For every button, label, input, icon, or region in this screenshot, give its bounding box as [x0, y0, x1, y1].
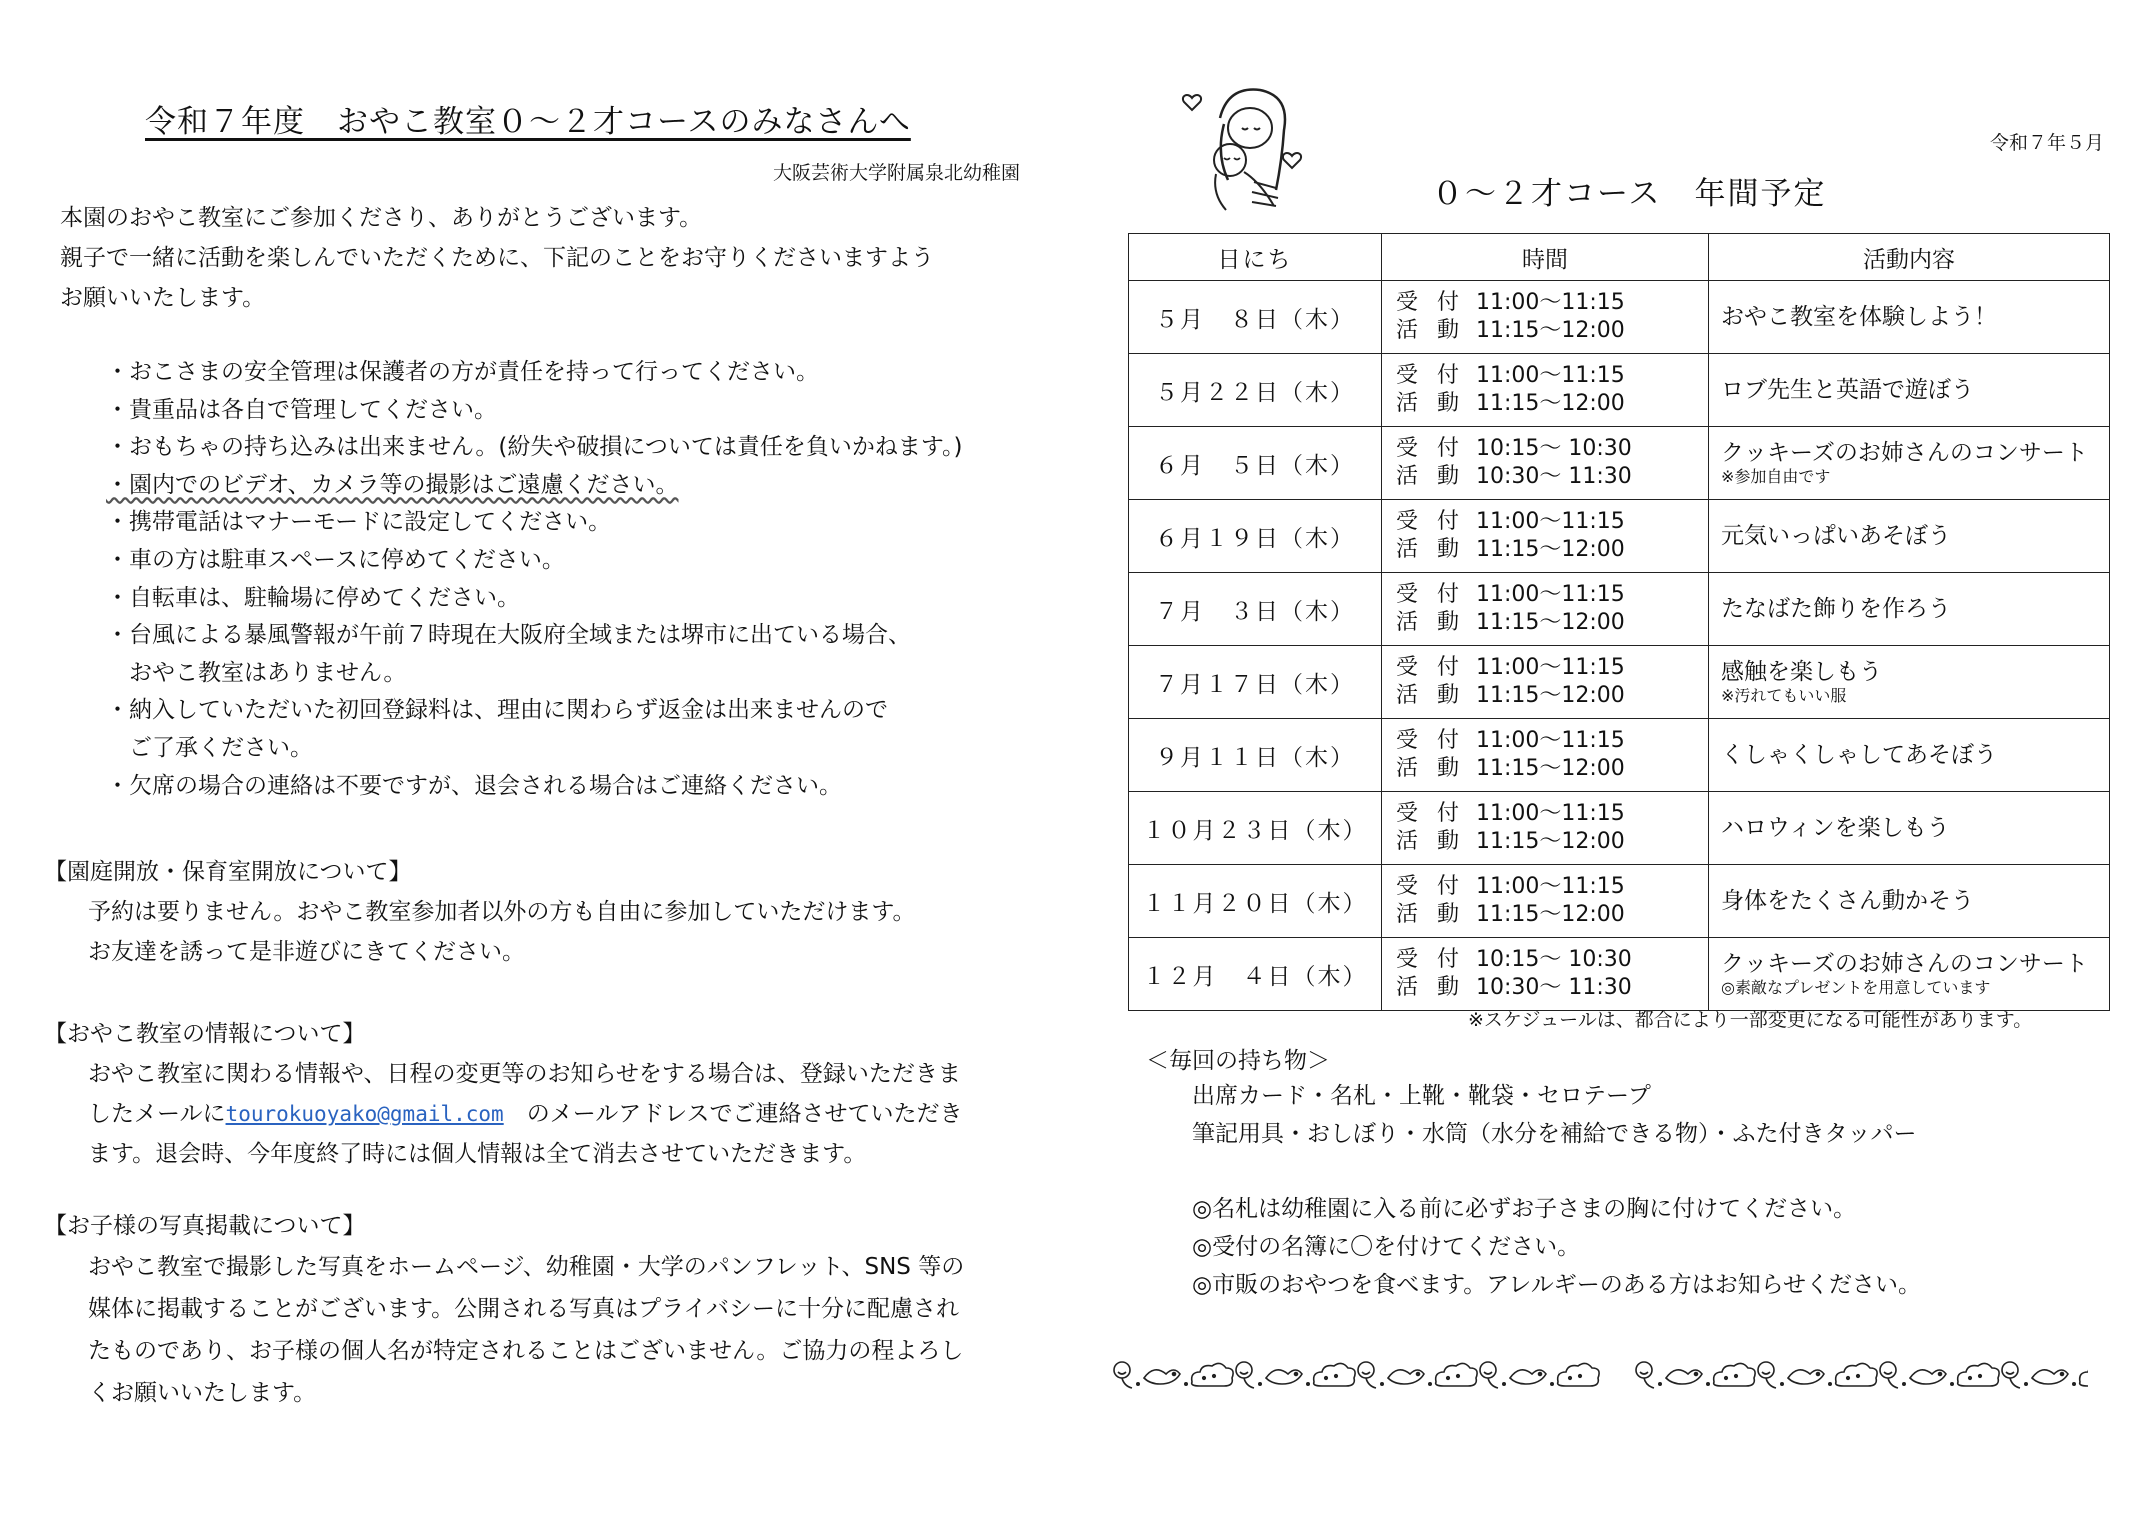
dot-icon: [1780, 1382, 1784, 1386]
schedule-time: [1382, 354, 1709, 427]
schedule-time: [1382, 500, 1709, 573]
activity-title: くしゃくしゃしてあそぼう: [1721, 742, 1997, 768]
reception-time: [1396, 654, 1707, 682]
schedule-activity: [1709, 865, 2110, 938]
section-line: くお願いいたします。: [88, 1380, 317, 1406]
rule-item: ・自転車は、駐輪場に停めてください。: [106, 584, 520, 611]
reception-label: 受 付: [1396, 509, 1465, 534]
mother-child-hug-icon: [1180, 78, 1310, 213]
reception-time: [1396, 727, 1707, 755]
email-lead-text: したメールに: [88, 1101, 226, 1127]
table-row: [1129, 281, 2110, 354]
rules-list: [106, 354, 1106, 805]
section-line: [88, 1094, 1054, 1134]
flower-face-icon: [1480, 1362, 1498, 1388]
activity-title: ロブ先生と英語で遊ぼう: [1721, 377, 1974, 403]
rule-item: おやこ教室はありません。: [106, 659, 407, 686]
reception-time: [1396, 581, 1707, 609]
email-link[interactable]: tourokuoyako@gmail.com: [225, 1102, 504, 1126]
schedule-title: ０～２才コース 年間予定: [1432, 176, 1827, 212]
flower-face-icon: [1758, 1362, 1776, 1388]
reception-label: 受 付: [1396, 947, 1465, 972]
column-header-activity: 活動内容: [1709, 234, 2110, 281]
activity-label: 活 動: [1396, 829, 1465, 854]
schedule-date: ９月１１日（木）: [1129, 719, 1382, 792]
schedule-time: [1382, 646, 1709, 719]
table-row: [1129, 792, 2110, 865]
section-line: たものであり、お子様の個人名が特定されることはございません。ご協力の程よろし: [88, 1338, 964, 1364]
dot-icon: [1950, 1382, 1954, 1386]
activity-time-value: 11:15～12:00: [1476, 537, 1625, 562]
dot-icon: [1428, 1382, 1432, 1386]
activity-time: [1396, 755, 1707, 783]
activity-title: クッキーズのお姉さんのコンサート: [1721, 440, 2088, 466]
schedule-activity: [1709, 354, 2110, 427]
flower-face-icon: [1636, 1362, 1654, 1388]
cloud-icon: [1436, 1363, 1477, 1386]
column-header-date: 日にち: [1129, 234, 1382, 281]
activity-label: 活 動: [1396, 902, 1465, 927]
flower-face-icon: [1358, 1362, 1376, 1388]
bird-icon: [1388, 1370, 1424, 1384]
section-heading: 【お子様の写真掲載について】: [44, 1213, 366, 1239]
reception-time: [1396, 435, 1707, 463]
schedule-time: [1382, 865, 1709, 938]
rule-item: ・おもちゃの持ち込みは出来ません。(紛失や破損については責任を負いかねます。): [106, 434, 963, 461]
schedule-activity: [1709, 281, 2110, 354]
reception-time-value: 11:00～11:15: [1476, 655, 1625, 680]
reception-time-value: 11:00～11:15: [1476, 290, 1625, 315]
reception-time: [1396, 362, 1707, 390]
schedule-table: [1128, 233, 2110, 1011]
column-header-time: 時間: [1382, 234, 1709, 281]
garden-section: [44, 852, 1054, 972]
cloud-icon: [1958, 1363, 1999, 1386]
table-header-row: [1129, 234, 2110, 281]
intro-line: 本園のおやこ教室にご参加くださり、ありがとうございます。: [60, 205, 703, 231]
activity-time: [1396, 609, 1707, 637]
rule-item: [106, 467, 1106, 505]
section-line: ます。退会時、今年度終了時には個人情報は全て消去させていただきます。: [88, 1141, 867, 1167]
reception-label: 受 付: [1396, 655, 1465, 680]
activity-label: 活 動: [1396, 975, 1465, 1000]
cloud-icon: [1314, 1363, 1355, 1386]
cloud-icon: [1192, 1363, 1233, 1386]
schedule-time: [1382, 427, 1709, 500]
table-row: [1129, 354, 2110, 427]
schedule-date: １０月２３日（木）: [1129, 792, 1382, 865]
table-row: [1129, 500, 2110, 573]
activity-label: 活 動: [1396, 756, 1465, 781]
notes-list: [1192, 1190, 1921, 1304]
section-line: おやこ教室で撮影した写真をホームページ、幼稚園・大学のパンフレット、SNS 等の: [88, 1254, 965, 1280]
activity-label: 活 動: [1396, 464, 1465, 489]
schedule-date: １１月２０日（木）: [1129, 865, 1382, 938]
rule-item: ・台風による暴風警報が午前７時現在大阪府全域または堺市に出ている場合、: [106, 622, 911, 649]
bird-icon: [1266, 1370, 1302, 1384]
email-trail-text: のメールアドレスでご連絡させていただき: [503, 1101, 963, 1127]
reception-label: 受 付: [1396, 728, 1465, 753]
activity-note: ◎素敵なプレゼントを用意しています: [1721, 978, 1991, 997]
rule-item: ・携帯電話はマナーモードに設定してください。: [106, 509, 612, 536]
activity-label: 活 動: [1396, 318, 1465, 343]
activity-note: ※汚れてもいい服: [1721, 686, 1847, 705]
rule-item: ・欠席の場合の連絡は不要ですが、退会される場合はご連絡ください。: [106, 772, 842, 799]
section-heading: 【園庭開放・保育室開放について】: [44, 859, 412, 885]
activity-title: ハロウィンを楽しもう: [1721, 815, 1950, 841]
activity-time: [1396, 317, 1707, 345]
rule-item: ・車の方は駐車スペースに停めてください。: [106, 546, 565, 573]
table-row: [1129, 938, 2110, 1011]
dot-icon: [1706, 1382, 1710, 1386]
table-row: [1129, 573, 2110, 646]
reception-time: [1396, 508, 1707, 536]
activity-time: [1396, 828, 1707, 856]
schedule-time: [1382, 281, 1709, 354]
reception-label: 受 付: [1396, 290, 1465, 315]
activity-title: おやこ教室を体験しよう！: [1721, 304, 1997, 330]
activity-label: 活 動: [1396, 391, 1465, 416]
page-title: 令和７年度 おやこ教室０～２才コースのみなさんへ: [145, 104, 911, 140]
activity-label: 活 動: [1396, 683, 1465, 708]
reception-time: [1396, 800, 1707, 828]
belongings-list: [1192, 1077, 1917, 1153]
activity-time: [1396, 463, 1707, 491]
activity-title: 身体をたくさん動かそう: [1721, 888, 1974, 914]
schedule-remark: ※スケジュールは、都合により一部変更になる可能性があります。: [1468, 1009, 2033, 1031]
belongings-item: 出席カード・名札・上靴・靴袋・セロテープ: [1192, 1083, 1651, 1109]
dot-icon: [1658, 1382, 1662, 1386]
photo-section: [44, 1206, 1054, 1414]
section-line: 予約は要りません。おやこ教室参加者以外の方も自由に参加していただけます。: [88, 899, 916, 925]
section-line: お友達を誘って是非遊びにきてください。: [88, 939, 525, 965]
belongings-heading: ＜毎回の持ち物＞: [1146, 1048, 1330, 1074]
dot-icon: [2024, 1382, 2028, 1386]
section-line: おやこ教室に関わる情報や、日程の変更等のお知らせをする場合は、登録いただきま: [88, 1061, 961, 1087]
reception-time-value: 11:00～11:15: [1476, 582, 1625, 607]
dot-icon: [1136, 1382, 1140, 1386]
activity-title: クッキーズのお姉さんのコンサート: [1721, 951, 2088, 977]
dot-icon: [1828, 1382, 1832, 1386]
schedule-activity: [1709, 938, 2110, 1011]
schedule-time: [1382, 938, 1709, 1011]
schedule-activity: [1709, 427, 2110, 500]
schedule-date: ７月 ３日（木）: [1129, 573, 1382, 646]
schedule-activity: [1709, 719, 2110, 792]
activity-title: たなばた飾りを作ろう: [1721, 596, 1951, 622]
cloud-icon: [1836, 1363, 1877, 1386]
info-section: [44, 1014, 1054, 1174]
activity-time-value: 11:15～12:00: [1476, 756, 1625, 781]
table-row: [1129, 865, 2110, 938]
dot-icon: [1550, 1382, 1554, 1386]
activity-time-value: 11:15～12:00: [1476, 610, 1625, 635]
reception-time-value: 11:00～11:15: [1476, 363, 1625, 388]
table-row: [1129, 646, 2110, 719]
flower-bird-border-icon: [1108, 1356, 2088, 1396]
intro-paragraph: [60, 198, 1070, 318]
reception-time: [1396, 946, 1707, 974]
bird-icon: [1788, 1370, 1824, 1384]
flower-face-icon: [2002, 1362, 2020, 1388]
schedule-date: ５月２２日（木）: [1129, 354, 1382, 427]
schedule-date: １２月 ４日（木）: [1129, 938, 1382, 1011]
cloud-icon: [1558, 1363, 1599, 1386]
dot-icon: [2072, 1382, 2076, 1386]
activity-time-value: 10:30～ 11:30: [1476, 464, 1632, 489]
reception-label: 受 付: [1396, 436, 1465, 461]
section-heading: 【おやこ教室の情報について】: [44, 1021, 366, 1047]
reception-time-value: 11:00～11:15: [1476, 801, 1625, 826]
schedule-activity: [1709, 573, 2110, 646]
dot-icon: [1902, 1382, 1906, 1386]
dot-icon: [1306, 1382, 1310, 1386]
table-row: [1129, 719, 2110, 792]
intro-line: お願いいたします。: [60, 285, 266, 311]
reception-time-value: 11:00～11:15: [1476, 874, 1625, 899]
note-item: ◎市販のおやつを食べます。アレルギーのある方はお知らせください。: [1192, 1272, 1922, 1298]
reception-time: [1396, 289, 1707, 317]
schedule-time: [1382, 573, 1709, 646]
issue-date: 令和７年５月: [1990, 132, 2105, 154]
organization-name: 大阪芸術大学附属泉北幼稚園: [773, 162, 1021, 184]
activity-title: 元気いっぱいあそぼう: [1721, 523, 1951, 549]
reception-label: 受 付: [1396, 874, 1465, 899]
activity-time-value: 11:15～12:00: [1476, 683, 1625, 708]
dot-icon: [1502, 1382, 1506, 1386]
cloud-icon: [1714, 1363, 1755, 1386]
bird-icon: [1666, 1370, 1702, 1384]
activity-title: 感触を楽しもう: [1721, 659, 1882, 685]
dot-icon: [1184, 1382, 1188, 1386]
activity-time-value: 11:15～12:00: [1476, 902, 1625, 927]
activity-time: [1396, 682, 1707, 710]
reception-time-value: 10:15～ 10:30: [1476, 947, 1632, 972]
bird-icon: [1910, 1370, 1946, 1384]
reception-time: [1396, 873, 1707, 901]
note-item: ◎名札は幼稚園に入る前に必ずお子さまの胸に付けてください。: [1192, 1196, 1857, 1222]
bird-icon: [1510, 1370, 1546, 1384]
schedule-time: [1382, 792, 1709, 865]
schedule-activity: [1709, 792, 2110, 865]
reception-time-value: 10:15～ 10:30: [1476, 436, 1632, 461]
schedule-activity: [1709, 500, 2110, 573]
rule-item: ご了承ください。: [106, 734, 313, 761]
activity-label: 活 動: [1396, 610, 1465, 635]
schedule-date: ６月 ５日（木）: [1129, 427, 1382, 500]
reception-label: 受 付: [1396, 801, 1465, 826]
schedule-activity: [1709, 646, 2110, 719]
activity-time-value: 11:15～12:00: [1476, 318, 1625, 343]
activity-time-value: 11:15～12:00: [1476, 391, 1625, 416]
dot-icon: [1258, 1382, 1262, 1386]
reception-label: 受 付: [1396, 582, 1465, 607]
bird-icon: [2032, 1370, 2068, 1384]
flower-face-icon: [1236, 1362, 1254, 1388]
rule-item: ・おこさまの安全管理は保護者の方が責任を持って行ってください。: [106, 359, 819, 385]
flower-face-icon: [1114, 1362, 1132, 1388]
schedule-date: ７月１７日（木）: [1129, 646, 1382, 719]
flower-face-icon: [1880, 1362, 1898, 1388]
section-line: 媒体に掲載することがございます。公開される写真はプライバシーに十分に配慮され: [88, 1296, 960, 1322]
schedule-date: ６月１９日（木）: [1129, 500, 1382, 573]
activity-time-value: 11:15～12:00: [1476, 829, 1625, 854]
belongings-item: 筆記用具・おしぼり・水筒（水分を補給できる物）・ふた付きタッパー: [1192, 1121, 1917, 1147]
rule-item-emphasis: ・園内でのビデオ、カメラ等の撮影はご遠慮ください。: [106, 471, 679, 498]
activity-time: [1396, 901, 1707, 929]
schedule-time: [1382, 719, 1709, 792]
activity-time: [1396, 536, 1707, 564]
activity-time: [1396, 974, 1707, 1002]
table-row: [1129, 427, 2110, 500]
bird-icon: [1144, 1370, 1180, 1384]
reception-time-value: 11:00～11:15: [1476, 728, 1625, 753]
activity-time: [1396, 390, 1707, 418]
activity-label: 活 動: [1396, 537, 1465, 562]
activity-note: ※参加自由です: [1721, 467, 1831, 486]
note-item: ◎受付の名簿に〇を付けてください。: [1192, 1234, 1581, 1260]
schedule-date: ５月 ８日（木）: [1129, 281, 1382, 354]
rule-item: ・納入していただいた初回登録料は、理由に関わらず返金は出来ませんので: [106, 697, 888, 724]
activity-time-value: 10:30～ 11:30: [1476, 975, 1632, 1000]
intro-line: 親子で一緒に活動を楽しんでいただくために、下記のことをお守りくださいますよう: [60, 245, 934, 271]
cloud-icon: [2080, 1363, 2088, 1386]
reception-time-value: 11:00～11:15: [1476, 509, 1625, 534]
rule-item: ・貴重品は各自で管理してください。: [106, 396, 497, 423]
reception-label: 受 付: [1396, 363, 1465, 388]
dot-icon: [1380, 1382, 1384, 1386]
